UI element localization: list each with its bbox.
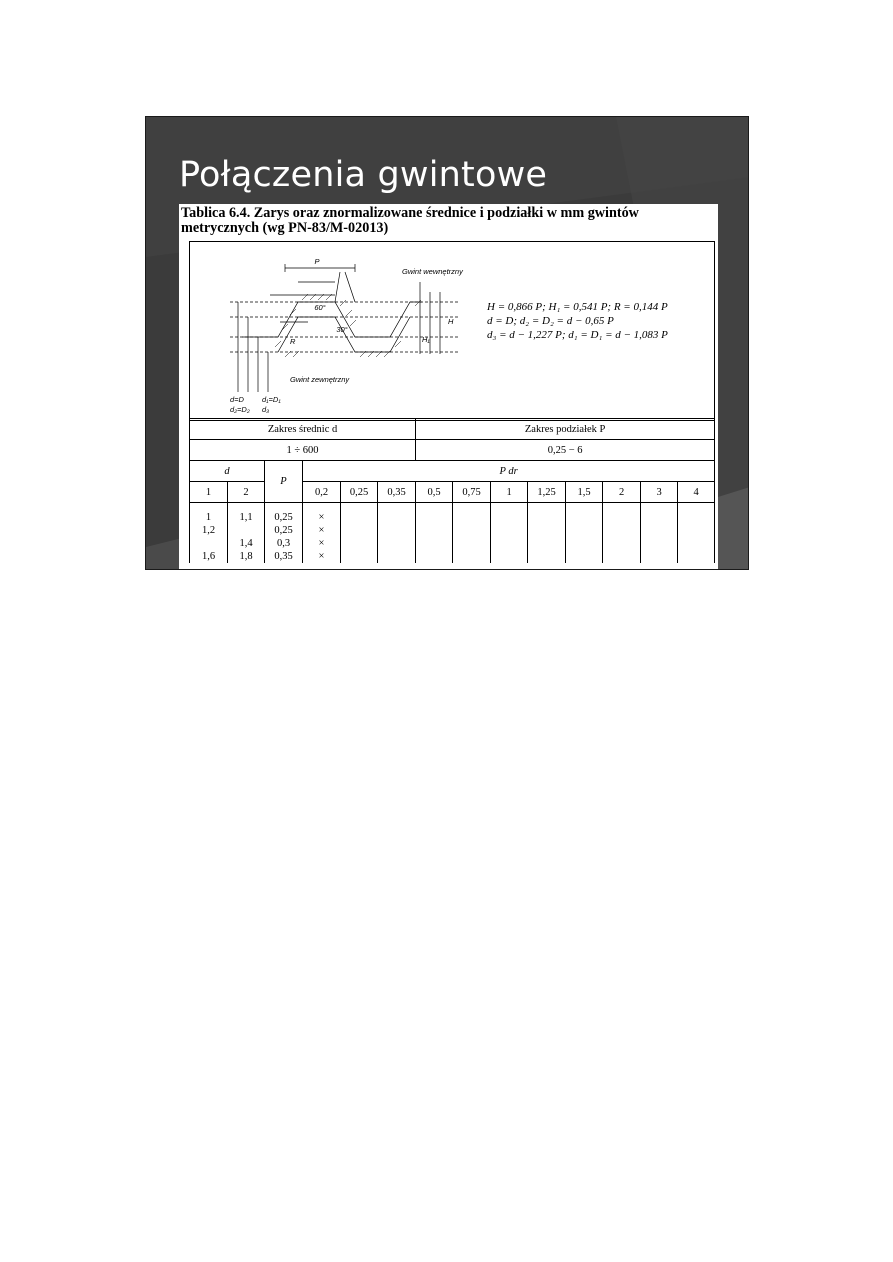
table-cell: 0,25 bbox=[274, 512, 293, 523]
slide bbox=[145, 116, 749, 570]
pitch-header: 0,5 bbox=[416, 482, 453, 503]
d2-D2-label: d₂=D₂ bbox=[230, 405, 250, 414]
table-cell: × bbox=[318, 551, 325, 562]
pitch-header: 3 bbox=[641, 482, 678, 503]
table-cell: × bbox=[318, 525, 325, 536]
table-cell bbox=[641, 503, 678, 564]
col-d-series-2: 2 bbox=[228, 482, 265, 503]
table-cell bbox=[603, 503, 641, 564]
R-label: R bbox=[290, 337, 296, 346]
col-d-series-1: 1 bbox=[190, 482, 228, 503]
formula-line: d₃ = d − 1,227 P; d₁ = D₁ = d − 1,083 P bbox=[487, 329, 668, 341]
pitch-header: 0,25 bbox=[341, 482, 378, 503]
p-column bbox=[265, 503, 303, 564]
pitch-range-header: Zakres podziałek P bbox=[416, 419, 715, 440]
col-P-header: P bbox=[265, 461, 303, 503]
angle-60-label: 60° bbox=[314, 303, 326, 312]
table-cell: 1,1 bbox=[239, 512, 253, 523]
diameter-range-header: Zakres średnic d bbox=[190, 419, 416, 440]
d3-label: d₃ bbox=[262, 405, 270, 414]
diameter-range-value: 1 ÷ 600 bbox=[190, 440, 416, 461]
table-cell: 0,35 bbox=[274, 551, 293, 562]
col-Pdr-header: P dr bbox=[303, 461, 715, 482]
table-cell bbox=[416, 503, 453, 564]
table-cell: 1,8 bbox=[239, 551, 253, 562]
thread-profile-figure bbox=[189, 241, 715, 421]
pitch-header: 0,75 bbox=[453, 482, 491, 503]
table-cell: 1 bbox=[205, 512, 212, 523]
external-thread-label: Gwint zewnętrzny bbox=[290, 375, 350, 384]
d1-D1-label: d₁=D₁ bbox=[262, 395, 281, 404]
table-cell: 1,4 bbox=[239, 538, 253, 549]
table-cell: × bbox=[318, 538, 325, 549]
pitch-header: 0,35 bbox=[378, 482, 416, 503]
table-cell: 1,6 bbox=[201, 551, 216, 562]
table-cell: 0,25 bbox=[274, 525, 293, 536]
table-cell bbox=[491, 503, 528, 564]
angle-30-label: 30° bbox=[336, 325, 348, 334]
table-cell bbox=[453, 503, 491, 564]
table-cell bbox=[378, 503, 416, 564]
col-d-header: d bbox=[190, 461, 265, 482]
table-cell bbox=[528, 503, 566, 564]
table-cell bbox=[678, 503, 715, 564]
pitch-header: 1,5 bbox=[566, 482, 603, 503]
slide-title: Połączenia gwintowe bbox=[179, 155, 548, 195]
internal-thread-label: Gwint wewnętrzny bbox=[402, 267, 463, 276]
table-cell bbox=[190, 537, 227, 550]
pitch-range-value: 0,25 − 6 bbox=[416, 440, 715, 461]
H1-label: H₁ bbox=[422, 335, 430, 344]
pitch-header: 1 bbox=[491, 482, 528, 503]
table-cell: × bbox=[318, 512, 325, 523]
H-label: H bbox=[448, 317, 454, 326]
formula-line: d = D; d₂ = D₂ = d − 0,65 P bbox=[487, 315, 614, 327]
table-cell: 0,3 bbox=[276, 538, 291, 549]
pitch-label: P bbox=[314, 257, 320, 266]
table-cell bbox=[228, 524, 264, 537]
pdr-0-2-column bbox=[303, 503, 341, 564]
pitch-header: 0,2 bbox=[303, 482, 341, 503]
thread-table bbox=[189, 418, 715, 563]
d-D-label: d=D bbox=[230, 395, 244, 404]
d1-column bbox=[190, 503, 228, 564]
document-scan bbox=[179, 204, 718, 570]
d2-column bbox=[228, 503, 265, 564]
pitch-header: 2 bbox=[603, 482, 641, 503]
table-cell bbox=[566, 503, 603, 564]
table-body-rows bbox=[190, 503, 715, 564]
thread-formulas bbox=[487, 300, 668, 342]
pitch-header: 1,25 bbox=[528, 482, 566, 503]
table-heading: Tablica 6.4. Zarys oraz znormalizowane średnice i podziałki w mm gwintów metrycznych (wg PN-83/M-02013) bbox=[181, 205, 639, 236]
table-cell: 1,2 bbox=[201, 525, 216, 536]
formula-line: H = 0,866 P; H₁ = 0,541 P; R = 0,144 P bbox=[487, 301, 668, 313]
pitch-header: 4 bbox=[678, 482, 715, 503]
table-cell bbox=[341, 503, 378, 564]
